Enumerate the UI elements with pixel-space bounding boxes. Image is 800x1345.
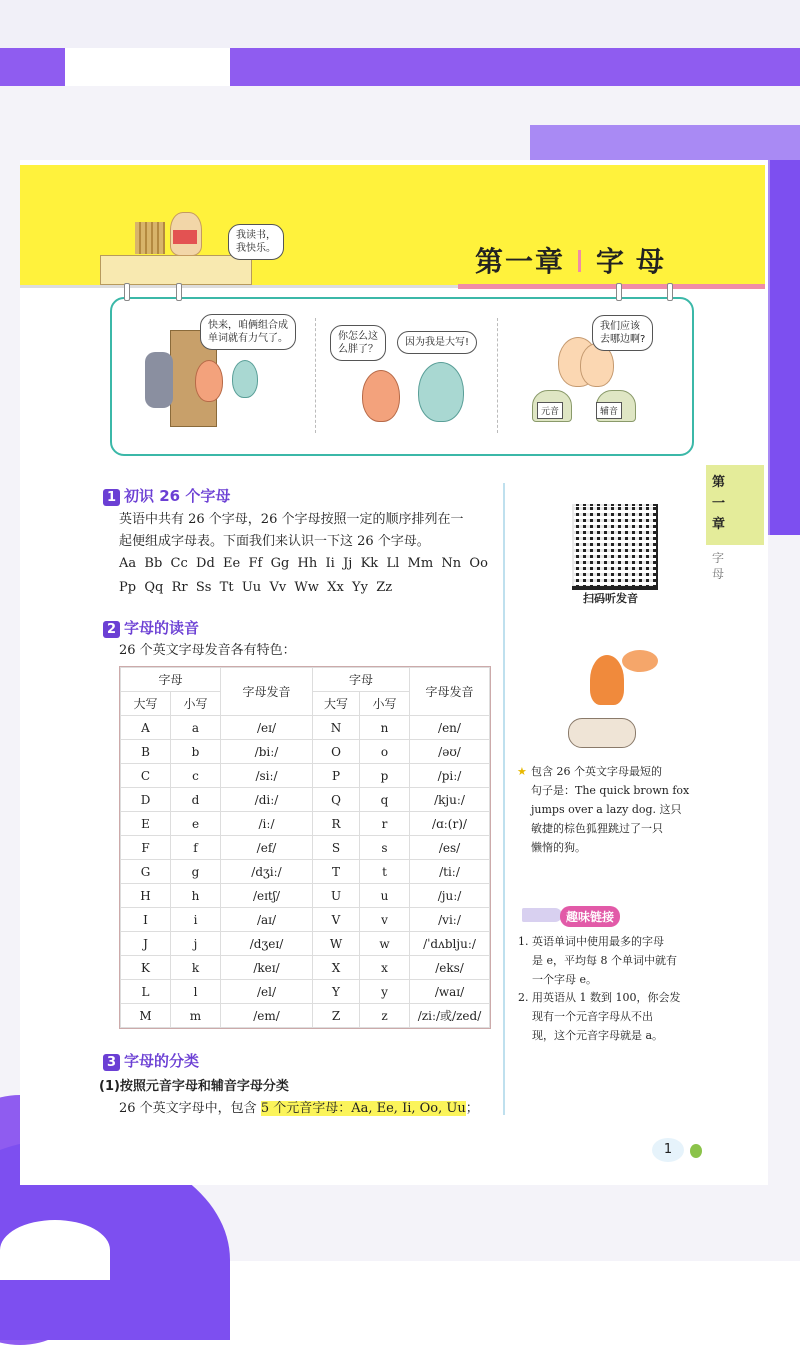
cell-lower-b: v <box>360 908 410 932</box>
cell-lower-a: e <box>171 812 221 836</box>
wolf-illustration <box>145 352 173 408</box>
table-row <box>121 884 490 908</box>
note-line: jumps over a lazy dog. 这只 <box>531 803 682 816</box>
cell-upper-a: K <box>121 956 171 980</box>
cell-upper-a: H <box>121 884 171 908</box>
note-line: 现，这个元音字母就是 a。 <box>532 1029 664 1042</box>
banner-pink-underline <box>458 284 765 289</box>
bubble-line: 我们应该 <box>600 321 640 332</box>
books-illustration <box>135 222 165 254</box>
cell-upper-a: B <box>121 740 171 764</box>
chapter-number: 第一章 <box>475 245 566 278</box>
cell-lower-a: j <box>171 932 221 956</box>
cell-upper-b: Y <box>313 980 360 1004</box>
decor-white-arc <box>0 1220 110 1280</box>
cell-upper-a: D <box>121 788 171 812</box>
table-row <box>121 812 490 836</box>
bubble-line: 么胖了？ <box>338 344 378 355</box>
side-tab-subtitle <box>712 550 726 582</box>
alphabet-row: Pp Qq Rr Ss Tt Uu Vv Ww Xx Yy Zz <box>119 580 393 595</box>
note-line: 1. 英语单词中使用最多的字母 <box>518 935 664 948</box>
cell-upper-b: Q <box>313 788 360 812</box>
cell-lower-b: w <box>360 932 410 956</box>
cell-sound-a: /diː/ <box>221 788 313 812</box>
section-3-paragraph <box>119 1098 479 1120</box>
cell-upper-b: V <box>313 908 360 932</box>
letter-character-big-o <box>418 362 464 422</box>
section-3-subheading: (1)按照元音字母和辅音字母分类 <box>99 1079 289 1094</box>
speech-bubble-panel2-right: 因为我是大写! <box>397 331 477 354</box>
cell-lower-b: s <box>360 836 410 860</box>
cell-sound-b: /kjuː/ <box>410 788 490 812</box>
speech-bubble-panel1 <box>200 314 296 350</box>
fox-illustration <box>590 655 624 705</box>
bookshelf-illustration <box>100 255 252 285</box>
note-line: 2. 用英语从 1 数到 100，你会发 <box>518 991 681 1004</box>
section-3-heading <box>103 1050 199 1071</box>
paragraph-line: 英语中共有 26 个字母，26 个字母按照一定的顺序排列在一 <box>119 512 464 527</box>
note-line: 句子是：The quick brown fox <box>531 784 690 797</box>
lazy-dog-illustration <box>568 718 636 748</box>
cell-upper-a: M <box>121 1004 171 1028</box>
cell-sound-a: /el/ <box>221 980 313 1004</box>
cell-sound-b: /viː/ <box>410 908 490 932</box>
cell-sound-b: /es/ <box>410 836 490 860</box>
cell-sound-b: /juː/ <box>410 884 490 908</box>
note-line: 包含 26 个英文字母最短的 <box>531 765 662 778</box>
header-sound: 字母发音 <box>221 668 313 716</box>
rocket-icon <box>522 908 562 922</box>
cell-sound-b: /en/ <box>410 716 490 740</box>
column-divider <box>503 483 505 1115</box>
cell-sound-b: /piː/ <box>410 764 490 788</box>
cell-sound-a: /dʒeɪ/ <box>221 932 313 956</box>
header-upper: 大写 <box>313 692 360 716</box>
section-number: 1 <box>103 489 120 506</box>
bubble-line: 你怎么这 <box>338 331 378 342</box>
section-1-paragraph <box>119 509 499 599</box>
section-1-heading <box>103 485 230 506</box>
side-tab-char: 章 <box>712 517 726 532</box>
cell-sound-a: /aɪ/ <box>221 908 313 932</box>
cell-sound-a: /biː/ <box>221 740 313 764</box>
sign-consonant: 辅音 <box>596 402 622 419</box>
cell-upper-b: O <box>313 740 360 764</box>
cell-upper-b: N <box>313 716 360 740</box>
cell-sound-b: /ɑː(r)/ <box>410 812 490 836</box>
bubble-line: 我读书， <box>236 230 276 241</box>
cat-book-illustration <box>173 230 197 244</box>
table-row <box>121 860 490 884</box>
header-letter: 字母 <box>313 668 410 692</box>
cell-lower-b: n <box>360 716 410 740</box>
cell-upper-a: E <box>121 812 171 836</box>
bubble-line: 我快乐。 <box>236 243 276 254</box>
cell-lower-a: k <box>171 956 221 980</box>
cell-upper-a: J <box>121 932 171 956</box>
hanger-hook <box>616 283 622 301</box>
cell-lower-a: f <box>171 836 221 860</box>
hanger-hook <box>176 283 182 301</box>
cell-upper-b: X <box>313 956 360 980</box>
qr-code-pattern <box>572 504 654 586</box>
cell-lower-a: l <box>171 980 221 1004</box>
cell-sound-a: /ef/ <box>221 836 313 860</box>
cell-lower-a: m <box>171 1004 221 1028</box>
fun-fact-1 <box>518 932 703 989</box>
table-row <box>121 932 490 956</box>
cell-lower-b: x <box>360 956 410 980</box>
cell-lower-a: b <box>171 740 221 764</box>
side-sub-char: 母 <box>712 567 725 581</box>
highlighted-vowels: 5 个元音字母：Aa, Ee, Ii, Oo, Uu <box>260 1101 466 1116</box>
paragraph-text: ； <box>465 1101 479 1116</box>
cell-lower-a: a <box>171 716 221 740</box>
cell-sound-a: /iː/ <box>221 812 313 836</box>
cell-lower-b: p <box>360 764 410 788</box>
hanger-hook <box>124 283 130 301</box>
bubble-line: 单词就有力气了。 <box>208 333 288 344</box>
speech-bubble-reading <box>228 224 284 260</box>
cell-lower-b: o <box>360 740 410 764</box>
section-title: 字母的读音 <box>124 619 200 637</box>
table-row <box>121 788 490 812</box>
cell-lower-b: q <box>360 788 410 812</box>
table-row <box>121 980 490 1004</box>
header-lower: 小写 <box>360 692 410 716</box>
table-row <box>121 1004 490 1028</box>
tree-icon <box>690 1144 702 1158</box>
section-2-heading <box>103 617 199 638</box>
cell-lower-b: r <box>360 812 410 836</box>
letter-character-a <box>195 360 223 402</box>
comic-divider <box>497 318 499 433</box>
note-line: 懒惰的狗。 <box>531 841 586 854</box>
cell-lower-a: h <box>171 884 221 908</box>
section-number: 2 <box>103 621 120 638</box>
cell-sound-a: /eɪ/ <box>221 716 313 740</box>
cell-sound-a: /em/ <box>221 1004 313 1028</box>
cell-lower-b: z <box>360 1004 410 1028</box>
paragraph-line: 起便组成字母表。下面我们来认识一下这 26 个字母。 <box>119 534 430 549</box>
chapter-name: 字母 <box>596 245 677 278</box>
cell-lower-b: u <box>360 884 410 908</box>
side-tab-char: 一 <box>712 496 726 511</box>
table-row <box>121 956 490 980</box>
bubble-line: 去哪边啊? <box>600 334 646 345</box>
header-lower: 小写 <box>171 692 221 716</box>
note-line: 现有一个元音字母从不出 <box>532 1010 653 1023</box>
cell-upper-a: A <box>121 716 171 740</box>
cell-upper-a: G <box>121 860 171 884</box>
cell-lower-b: t <box>360 860 410 884</box>
header-sound: 字母发音 <box>410 668 490 716</box>
sign-vowel: 元音 <box>537 402 563 419</box>
page-number: 1 <box>652 1138 684 1162</box>
cell-sound-a: /siː/ <box>221 764 313 788</box>
top-purple-strip-left <box>0 48 65 86</box>
alphabet-row: Aa Bb Cc Dd Ee Ff Gg Hh Ii Jj Kk Ll Mm Nn Oo <box>119 556 488 571</box>
cell-upper-a: L <box>121 980 171 1004</box>
pangram-note <box>531 762 701 857</box>
star-icon: ★ <box>517 765 527 778</box>
qr-caption: 扫码听发音 <box>583 592 638 605</box>
cell-upper-a: C <box>121 764 171 788</box>
cell-lower-a: i <box>171 908 221 932</box>
note-line: 一个字母 e。 <box>532 973 598 986</box>
hanger-hook <box>667 283 673 301</box>
header-letter: 字母 <box>121 668 221 692</box>
cell-upper-b: U <box>313 884 360 908</box>
fun-link-title: 趣味链接 <box>560 906 620 927</box>
cell-sound-b: /ziː/或/zed/ <box>410 1004 490 1028</box>
comic-divider <box>315 318 317 433</box>
chapter-title-divider <box>578 250 581 272</box>
section-number: 3 <box>103 1054 120 1071</box>
cell-upper-b: T <box>313 860 360 884</box>
header-upper: 大写 <box>121 692 171 716</box>
cell-upper-a: F <box>121 836 171 860</box>
cell-sound-b: /tiː/ <box>410 860 490 884</box>
letter-character-big-a <box>362 370 400 422</box>
cell-lower-a: g <box>171 860 221 884</box>
cell-sound-a: /keɪ/ <box>221 956 313 980</box>
fox-tail-illustration <box>622 650 658 672</box>
speech-bubble-panel3 <box>592 315 653 351</box>
cell-upper-b: W <box>313 932 360 956</box>
table-row <box>121 716 490 740</box>
note-line: 敏捷的棕色狐狸跳过了一只 <box>531 822 663 835</box>
section-title: 字母的分类 <box>124 1052 200 1070</box>
table-row <box>121 764 490 788</box>
cell-sound-a: /eɪtʃ/ <box>221 884 313 908</box>
fun-fact-2 <box>518 988 703 1045</box>
speech-bubble-panel2-left <box>330 325 386 361</box>
top-band <box>0 0 800 48</box>
cell-upper-b: R <box>313 812 360 836</box>
section-2-intro: 26 个英文字母发音各有特色： <box>119 643 296 658</box>
cell-upper-b: P <box>313 764 360 788</box>
section-title: 初识 26 个字母 <box>124 487 231 505</box>
cell-upper-b: Z <box>313 1004 360 1028</box>
cell-lower-b: y <box>360 980 410 1004</box>
cell-upper-b: S <box>313 836 360 860</box>
side-tab-label <box>712 472 726 535</box>
cell-sound-b: /eks/ <box>410 956 490 980</box>
cell-lower-a: c <box>171 764 221 788</box>
bubble-line: 快来，咱俩组合成 <box>208 320 288 331</box>
side-sub-char: 字 <box>712 551 725 565</box>
paragraph-text: 26 个英文字母中，包含 <box>119 1101 261 1116</box>
table-row <box>121 908 490 932</box>
cell-upper-a: I <box>121 908 171 932</box>
cell-sound-a: /dʒiː/ <box>221 860 313 884</box>
note-line: 是 e，平均每 8 个单词中就有 <box>532 954 677 967</box>
alphabet-pronunciation-table <box>119 666 491 1029</box>
table-row <box>121 740 490 764</box>
cell-sound-b: /waɪ/ <box>410 980 490 1004</box>
letter-character-b <box>232 360 258 398</box>
side-tab-char: 第 <box>712 475 726 490</box>
cell-lower-a: d <box>171 788 221 812</box>
cell-sound-b: /ˈdʌbljuː/ <box>410 932 490 956</box>
cell-sound-b: /əʊ/ <box>410 740 490 764</box>
top-purple-strip-right <box>230 48 800 86</box>
decor-strip-right <box>770 160 800 535</box>
table-row <box>121 836 490 860</box>
